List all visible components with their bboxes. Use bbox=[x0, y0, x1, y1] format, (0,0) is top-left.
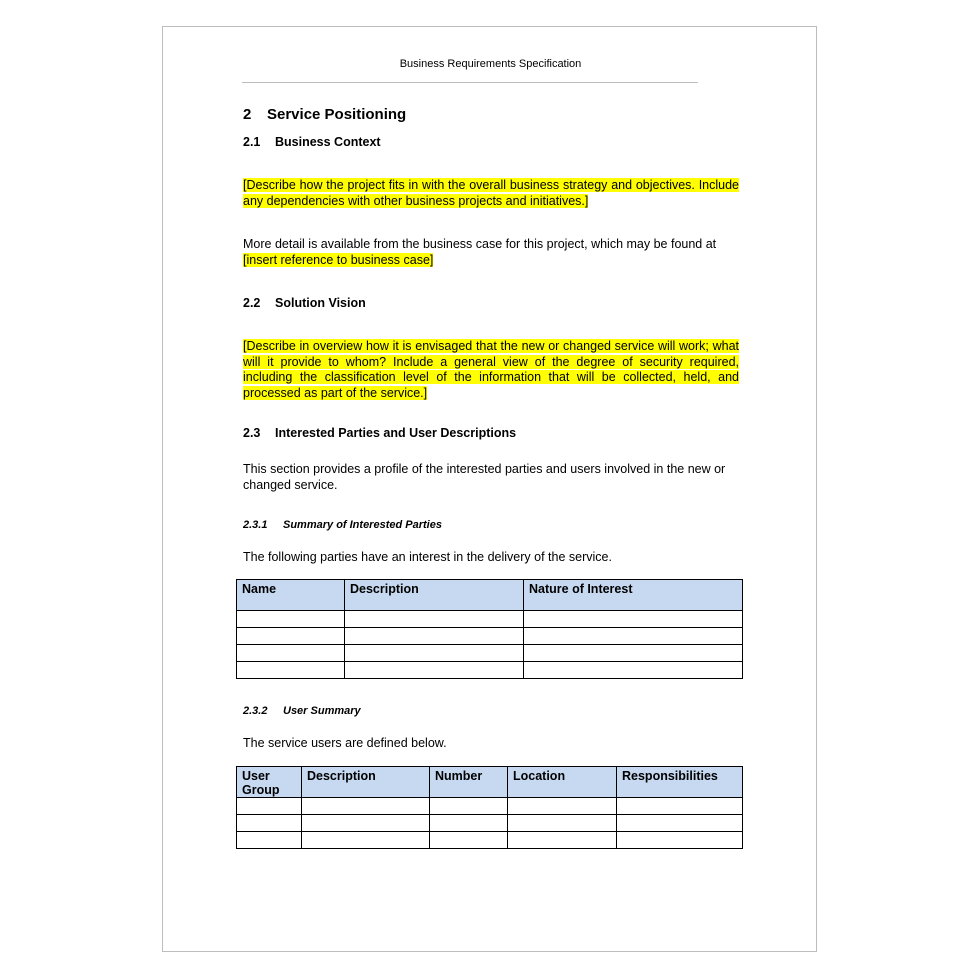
highlighted-placeholder: [Describe how the project fits in with the overall business strategy and objectives. Include any dependencies with other business projects and initiatives.] bbox=[243, 178, 739, 208]
heading-number: 2.1 bbox=[243, 135, 261, 149]
table-cell[interactable] bbox=[617, 832, 743, 849]
section-heading bbox=[243, 106, 406, 123]
column-header-name: Name bbox=[237, 580, 345, 611]
table-cell[interactable] bbox=[237, 662, 345, 679]
interested-parties-table bbox=[236, 579, 743, 679]
table-cell[interactable] bbox=[430, 832, 508, 849]
running-header: Business Requirements Specification bbox=[399, 58, 582, 70]
table-row bbox=[237, 611, 743, 628]
heading-number: 2.2 bbox=[243, 296, 261, 310]
section-number: 2 bbox=[243, 106, 252, 123]
heading-title: Summary of Interested Parties bbox=[283, 519, 442, 531]
heading-user-summary bbox=[243, 705, 361, 717]
table-cell[interactable] bbox=[430, 798, 508, 815]
table-row bbox=[237, 662, 743, 679]
table-cell[interactable] bbox=[237, 611, 345, 628]
solution-vision-placeholder bbox=[243, 339, 739, 401]
column-header-description: Description bbox=[302, 767, 430, 798]
table-cell[interactable] bbox=[302, 815, 430, 832]
table-cell[interactable] bbox=[524, 645, 743, 662]
table-row bbox=[237, 798, 743, 815]
table-cell[interactable] bbox=[237, 815, 302, 832]
table-cell[interactable] bbox=[345, 628, 524, 645]
document-page bbox=[162, 26, 817, 952]
business-case-paragraph bbox=[243, 237, 739, 268]
heading-title: Interested Parties and User Descriptions bbox=[275, 426, 517, 440]
table-row bbox=[237, 645, 743, 662]
interested-parties-intro: This section provides a profile of the interested parties and users involved in the new or changed service. bbox=[243, 462, 726, 492]
user-summary-table-intro: The service users are defined below. bbox=[243, 736, 447, 750]
table-cell[interactable] bbox=[430, 815, 508, 832]
table-cell[interactable] bbox=[524, 662, 743, 679]
column-header-description: Description bbox=[345, 580, 524, 611]
heading-solution-vision bbox=[243, 296, 366, 310]
table-cell[interactable] bbox=[302, 798, 430, 815]
heading-business-context bbox=[243, 135, 381, 149]
table-cell[interactable] bbox=[524, 628, 743, 645]
table-cell[interactable] bbox=[345, 662, 524, 679]
table-cell[interactable] bbox=[345, 611, 524, 628]
column-header-user-group: User Group bbox=[237, 767, 302, 798]
business-context-placeholder bbox=[243, 178, 739, 209]
table-row bbox=[237, 628, 743, 645]
heading-title: User Summary bbox=[283, 705, 361, 717]
highlighted-placeholder: [Describe in overview how it is envisaged that the new or changed service will work; what will it provide to whom? Include a general view of the degree of security required, including the classification level of the information that will be collected, held, and processed as part of the service.] bbox=[243, 339, 739, 400]
heading-interested-parties bbox=[243, 426, 516, 440]
header-rule bbox=[242, 82, 698, 83]
user-summary-table bbox=[236, 766, 743, 849]
table-cell[interactable] bbox=[345, 645, 524, 662]
heading-title: Business Context bbox=[275, 135, 381, 149]
table-cell[interactable] bbox=[237, 628, 345, 645]
column-header-responsibilities: Responsibilities bbox=[617, 767, 743, 798]
table-cell[interactable] bbox=[508, 815, 617, 832]
heading-number: 2.3 bbox=[243, 426, 261, 440]
table-row bbox=[237, 815, 743, 832]
table-cell[interactable] bbox=[237, 798, 302, 815]
table-cell[interactable] bbox=[617, 798, 743, 815]
table-row bbox=[237, 832, 743, 849]
table-cell[interactable] bbox=[524, 611, 743, 628]
column-header-location: Location bbox=[508, 767, 617, 798]
section-title: Service Positioning bbox=[267, 106, 407, 123]
table-cell[interactable] bbox=[302, 832, 430, 849]
interested-parties-table-intro: The following parties have an interest in the delivery of the service. bbox=[243, 550, 612, 564]
table-cell[interactable] bbox=[237, 645, 345, 662]
column-header-number: Number bbox=[430, 767, 508, 798]
column-header-nature-of-interest: Nature of Interest bbox=[524, 580, 743, 611]
heading-summary-interested-parties bbox=[243, 519, 442, 531]
paragraph-text: More detail is available from the business case for this project, which may be found at bbox=[243, 237, 717, 251]
table-cell[interactable] bbox=[237, 832, 302, 849]
heading-title: Solution Vision bbox=[275, 296, 366, 310]
table-cell[interactable] bbox=[508, 832, 617, 849]
table-cell[interactable] bbox=[508, 798, 617, 815]
heading-number: 2.3.2 bbox=[243, 705, 268, 717]
table-cell[interactable] bbox=[617, 815, 743, 832]
heading-number: 2.3.1 bbox=[243, 519, 268, 531]
highlighted-placeholder: [insert reference to business case] bbox=[243, 252, 434, 267]
